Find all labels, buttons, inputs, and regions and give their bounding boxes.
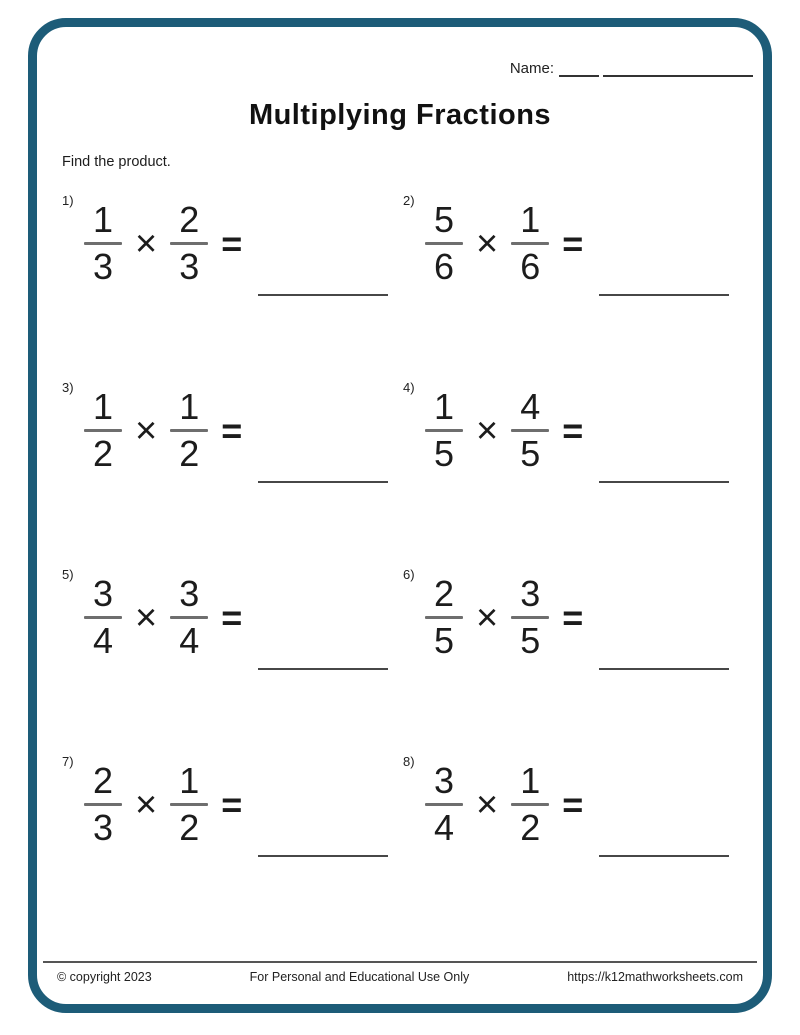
denominator: 2 — [92, 433, 114, 475]
name-blank-line[interactable] — [603, 59, 753, 77]
numerator: 1 — [92, 199, 114, 240]
denominator: 4 — [92, 620, 114, 662]
website-url: https://k12mathworksheets.com — [567, 970, 743, 984]
fraction-first — [84, 199, 122, 288]
multiply-sign: × — [476, 409, 499, 452]
equals-sign: = — [562, 596, 584, 638]
denominator: 2 — [179, 433, 200, 475]
fraction-first — [425, 760, 463, 849]
fraction-bar — [425, 803, 463, 806]
problem-1 — [62, 193, 403, 380]
problem-number: 5) — [62, 567, 74, 582]
denominator: 5 — [433, 433, 455, 475]
fraction-bar — [425, 242, 463, 245]
problem-4 — [403, 380, 744, 567]
expression — [84, 760, 388, 849]
numerator: 3 — [92, 573, 114, 614]
fraction-bar — [170, 242, 208, 245]
numerator: 1 — [520, 760, 541, 801]
problem-number: 7) — [62, 754, 74, 769]
problem-7 — [62, 754, 403, 941]
fraction-first — [84, 573, 122, 662]
multiply-sign: × — [476, 783, 499, 826]
expression — [425, 199, 729, 288]
numerator: 4 — [520, 386, 541, 427]
fraction-first — [425, 199, 463, 288]
page-title: Multiplying Fractions — [248, 99, 552, 131]
problem-5 — [62, 567, 403, 754]
fraction-bar — [511, 803, 549, 806]
problem-number: 4) — [403, 380, 415, 395]
problems-grid — [62, 193, 744, 941]
denominator: 2 — [179, 807, 200, 849]
multiply-sign: × — [135, 596, 158, 639]
problem-number: 2) — [403, 193, 415, 208]
fraction-bar — [84, 242, 122, 245]
fraction-bar — [84, 803, 122, 806]
answer-blank-line[interactable] — [599, 668, 729, 670]
equals-sign: = — [221, 409, 243, 451]
multiply-sign: × — [135, 222, 158, 265]
fraction-second — [511, 760, 549, 849]
problem-8 — [403, 754, 744, 941]
equals-sign: = — [221, 222, 243, 264]
fraction-second — [170, 573, 208, 662]
numerator: 1 — [520, 199, 541, 240]
fraction-first — [84, 760, 122, 849]
multiply-sign: × — [135, 783, 158, 826]
fraction-second — [170, 386, 208, 475]
numerator: 1 — [92, 386, 114, 427]
fraction-first — [425, 573, 463, 662]
equals-sign: = — [221, 783, 243, 825]
numerator: 5 — [433, 199, 455, 240]
denominator: 4 — [179, 620, 200, 662]
name-blank-line[interactable] — [559, 59, 599, 77]
expression — [84, 199, 388, 288]
numerator: 3 — [520, 573, 541, 614]
denominator: 2 — [520, 807, 541, 849]
numerator: 3 — [179, 573, 200, 614]
numerator: 2 — [433, 573, 455, 614]
fraction-bar — [170, 616, 208, 619]
fraction-bar — [511, 616, 549, 619]
fraction-bar — [425, 429, 463, 432]
name-row — [510, 59, 753, 77]
name-label: Name: — [509, 60, 554, 77]
fraction-bar — [84, 429, 122, 432]
problem-number: 6) — [403, 567, 415, 582]
fraction-second — [511, 573, 549, 662]
denominator: 5 — [433, 620, 455, 662]
denominator: 6 — [520, 246, 541, 288]
multiply-sign: × — [135, 409, 158, 452]
fraction-bar — [511, 429, 549, 432]
fraction-second — [511, 199, 549, 288]
problem-2 — [403, 193, 744, 380]
equals-sign: = — [562, 783, 584, 825]
instruction-text: Find the product. — [62, 154, 171, 170]
denominator: 6 — [433, 246, 455, 288]
numerator: 1 — [179, 386, 200, 427]
answer-blank-line[interactable] — [258, 668, 388, 670]
fraction-bar — [170, 803, 208, 806]
expression — [84, 386, 388, 475]
numerator: 1 — [179, 760, 200, 801]
answer-blank-line[interactable] — [599, 855, 729, 857]
fraction-second — [170, 760, 208, 849]
expression — [425, 386, 729, 475]
denominator: 3 — [92, 807, 114, 849]
multiply-sign: × — [476, 222, 499, 265]
denominator: 5 — [520, 433, 541, 475]
answer-blank-line[interactable] — [258, 294, 388, 296]
equals-sign: = — [562, 222, 584, 264]
answer-blank-line[interactable] — [599, 294, 729, 296]
numerator: 1 — [433, 386, 455, 427]
fraction-bar — [84, 616, 122, 619]
problem-3 — [62, 380, 403, 567]
decorative-border — [28, 18, 772, 1013]
denominator: 3 — [179, 246, 200, 288]
answer-blank-line[interactable] — [599, 481, 729, 483]
fraction-bar — [425, 616, 463, 619]
usage-text: For Personal and Educational Use Only — [249, 970, 470, 984]
problem-number: 8) — [403, 754, 415, 769]
multiply-sign: × — [476, 596, 499, 639]
expression — [425, 573, 729, 662]
numerator: 3 — [433, 760, 455, 801]
denominator: 4 — [433, 807, 455, 849]
copyright-text: © copyright 2023 — [57, 970, 152, 984]
problem-number: 3) — [62, 380, 74, 395]
fraction-first — [84, 386, 122, 475]
problem-number: 1) — [62, 193, 74, 208]
fraction-second — [170, 199, 208, 288]
fraction-bar — [170, 429, 208, 432]
equals-sign: = — [562, 409, 584, 451]
equals-sign: = — [221, 596, 243, 638]
problem-6 — [403, 567, 744, 754]
answer-blank-line[interactable] — [258, 481, 388, 483]
numerator: 2 — [179, 199, 200, 240]
denominator: 5 — [520, 620, 541, 662]
denominator: 3 — [92, 246, 114, 288]
expression — [84, 573, 388, 662]
fraction-bar — [511, 242, 549, 245]
expression — [425, 760, 729, 849]
numerator: 2 — [92, 760, 114, 801]
answer-blank-line[interactable] — [258, 855, 388, 857]
fraction-first — [425, 386, 463, 475]
footer — [43, 961, 757, 984]
fraction-second — [511, 386, 549, 475]
